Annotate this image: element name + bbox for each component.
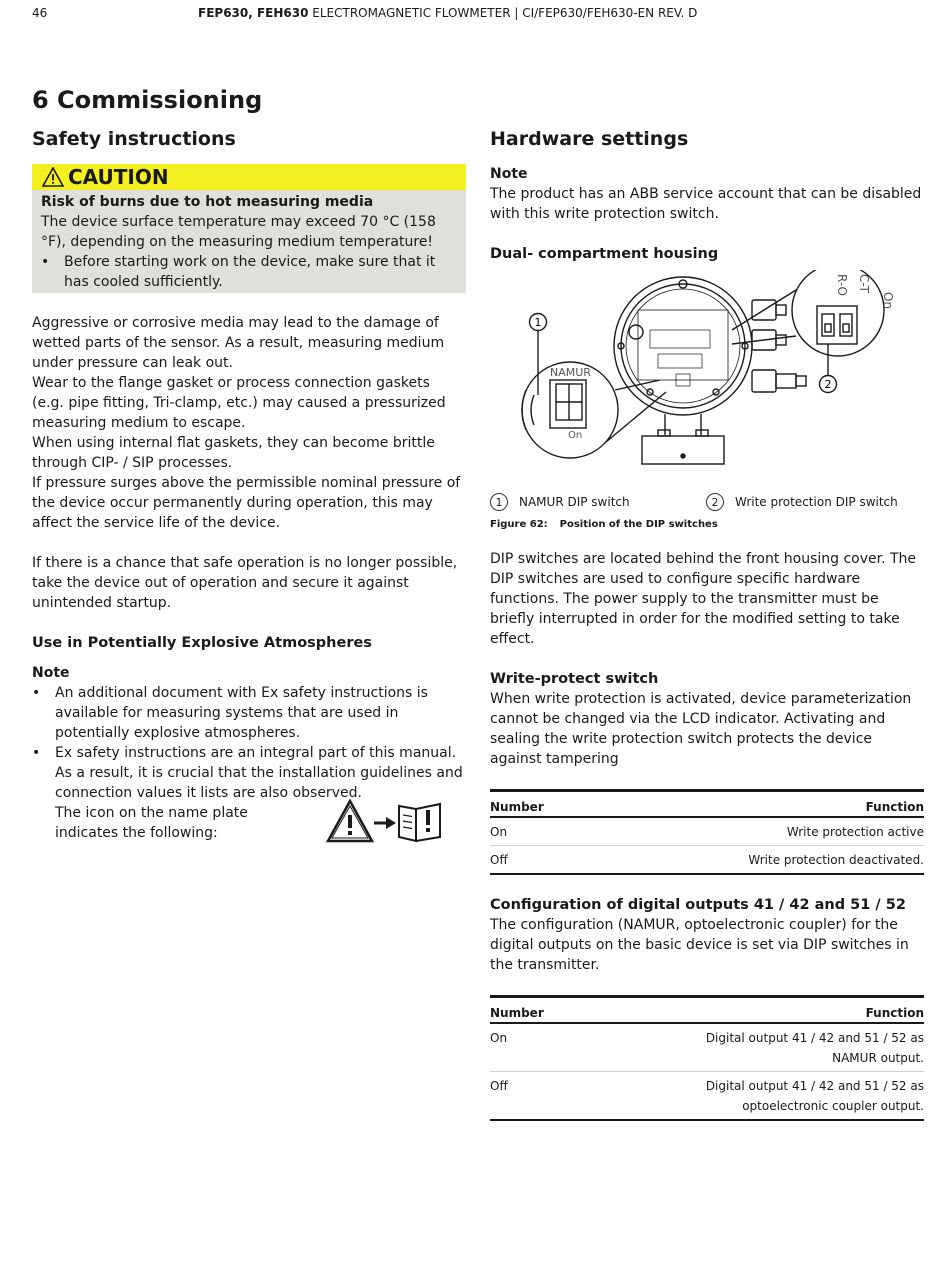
caution-label: CAUTION <box>68 165 169 189</box>
icon-row <box>32 803 466 851</box>
table-cell: Digital output 41 / 42 and 51 / 52 as NAMUR output. <box>576 1023 924 1072</box>
caution-risk: Risk of burns due to hot measuring media <box>41 194 374 210</box>
table-cell: On <box>490 817 592 846</box>
table-cell: Digital output 41 / 42 and 51 / 52 as optoelectronic coupler output. <box>576 1072 924 1121</box>
table-header: Number <box>490 997 576 1024</box>
config-heading: Configuration of digital outputs 41 / 42 and 51 / 52 <box>490 897 906 913</box>
paragraph-safe-operation: If there is a chance that safe operation is no longer possible, take the device out of operation and secure it against unintended startup. <box>32 555 458 611</box>
table-cell: On <box>490 1023 576 1072</box>
write-protect-table <box>490 789 924 875</box>
table-cell: Off <box>490 846 592 875</box>
figure-caption <box>490 519 924 549</box>
note-label: Note <box>32 665 70 681</box>
figure-number: Figure 62: <box>490 519 548 530</box>
ex-heading: Use in Potentially Explosive Atmospheres <box>32 635 372 651</box>
write-protect-text: When write protection is activated, device parameterization cannot be changed via the LCD indicator. Activating and sealing the write protection switch protects the device against tampering <box>490 691 912 767</box>
on-label-2: On <box>881 292 895 310</box>
legend-marker: 2 <box>706 493 724 511</box>
paragraph: If pressure surges above the permissible nominal pressure of the device occur permanently during operation, this may affect the service life of the device. <box>32 475 461 531</box>
chapter-title: 6 Commissioning <box>32 86 263 114</box>
caution-text: The device surface temperature may exceed 70 °C (158 °F), depending on the measuring medium temperature! <box>41 214 436 250</box>
table-header: Number <box>490 791 592 818</box>
dual-compartment-heading: Dual- compartment housing <box>490 246 719 262</box>
callout-1: 1 <box>534 316 542 329</box>
document-title: FEP630, FEH630 ELECTROMAGNETIC FLOWMETER | CI/FEP630/FEH630-EN REV. D <box>198 6 698 20</box>
table-row <box>490 846 924 875</box>
legend-marker: 1 <box>490 493 508 511</box>
caution-box <box>32 164 466 293</box>
caution-bullet: • Before starting work on the device, make sure that it has cooled sufficiently. <box>41 252 457 292</box>
note-label: Note <box>490 166 528 182</box>
table-header: Function <box>576 997 924 1024</box>
hardware-heading: Hardware settings <box>490 128 689 150</box>
warning-icon <box>42 167 64 187</box>
note-text: The product has an ABB service account that can be disabled with this write protection switch. <box>490 186 922 222</box>
table-cell: Write protection active <box>592 817 924 846</box>
write-protect-heading: Write-protect switch <box>490 671 659 687</box>
table-row <box>490 1072 924 1121</box>
table-header: Function <box>592 791 924 818</box>
dip-switch-figure <box>490 270 924 488</box>
page-number: 46 <box>32 6 48 20</box>
warning-read-manual-icon <box>326 799 446 845</box>
list-item: • An additional document with Ex safety instructions is available for measuring systems that are used in potentially explosive atmospheres. <box>32 683 466 743</box>
right-column <box>490 128 924 1121</box>
ct-label: C-T <box>857 274 871 293</box>
figure-legend <box>490 490 924 514</box>
housing-diagram <box>490 270 924 488</box>
on-label: On <box>568 430 583 441</box>
dip-text: DIP switches are located behind the front housing cover. The DIP switches are used to configure specific hardware functions. The power supply to the transmitter must be briefly interrupted in order for the modified setting to take effect. <box>490 551 917 647</box>
legend-item: NAMUR DIP switch <box>519 495 630 509</box>
table-row <box>490 817 924 846</box>
list-item: • Ex safety instructions are an integral part of this manual. As a result, it is crucial that the installation guidelines and connection values it lists are also observed. <box>32 743 466 803</box>
safety-heading: Safety instructions <box>32 128 236 150</box>
paragraph: Wear to the flange gasket or process connection gaskets (e.g. pipe fitting, Tri-clamp, etc.) may caused a pressurized measuring medium to escape. <box>32 375 446 431</box>
caution-bar <box>32 164 466 190</box>
table-cell: Off <box>490 1072 576 1121</box>
config-table <box>490 995 924 1121</box>
config-text: The configuration (NAMUR, optoelectronic coupler) for the digital outputs on the basic device is set via DIP switches in the transmitter. <box>490 917 909 973</box>
namur-label: NAMUR <box>550 366 591 379</box>
ro-label: R-O <box>835 274 849 296</box>
figure-caption-text: Position of the DIP switches <box>559 519 718 530</box>
legend-item: Write protection DIP switch <box>735 495 898 509</box>
paragraph: Aggressive or corrosive media may lead to the damage of wetted parts of the sensor. As a result, measuring medium under pressure can leak out. <box>32 315 445 371</box>
table-row <box>490 1023 924 1072</box>
icon-text: The icon on the name plate indicates the following: <box>55 805 248 841</box>
paragraph: When using internal flat gaskets, they can become brittle through CIP- / SIP processes. <box>32 435 435 471</box>
left-column <box>32 128 466 851</box>
table-cell: Write protection deactivated. <box>592 846 924 875</box>
callout-2: 2 <box>824 378 832 391</box>
